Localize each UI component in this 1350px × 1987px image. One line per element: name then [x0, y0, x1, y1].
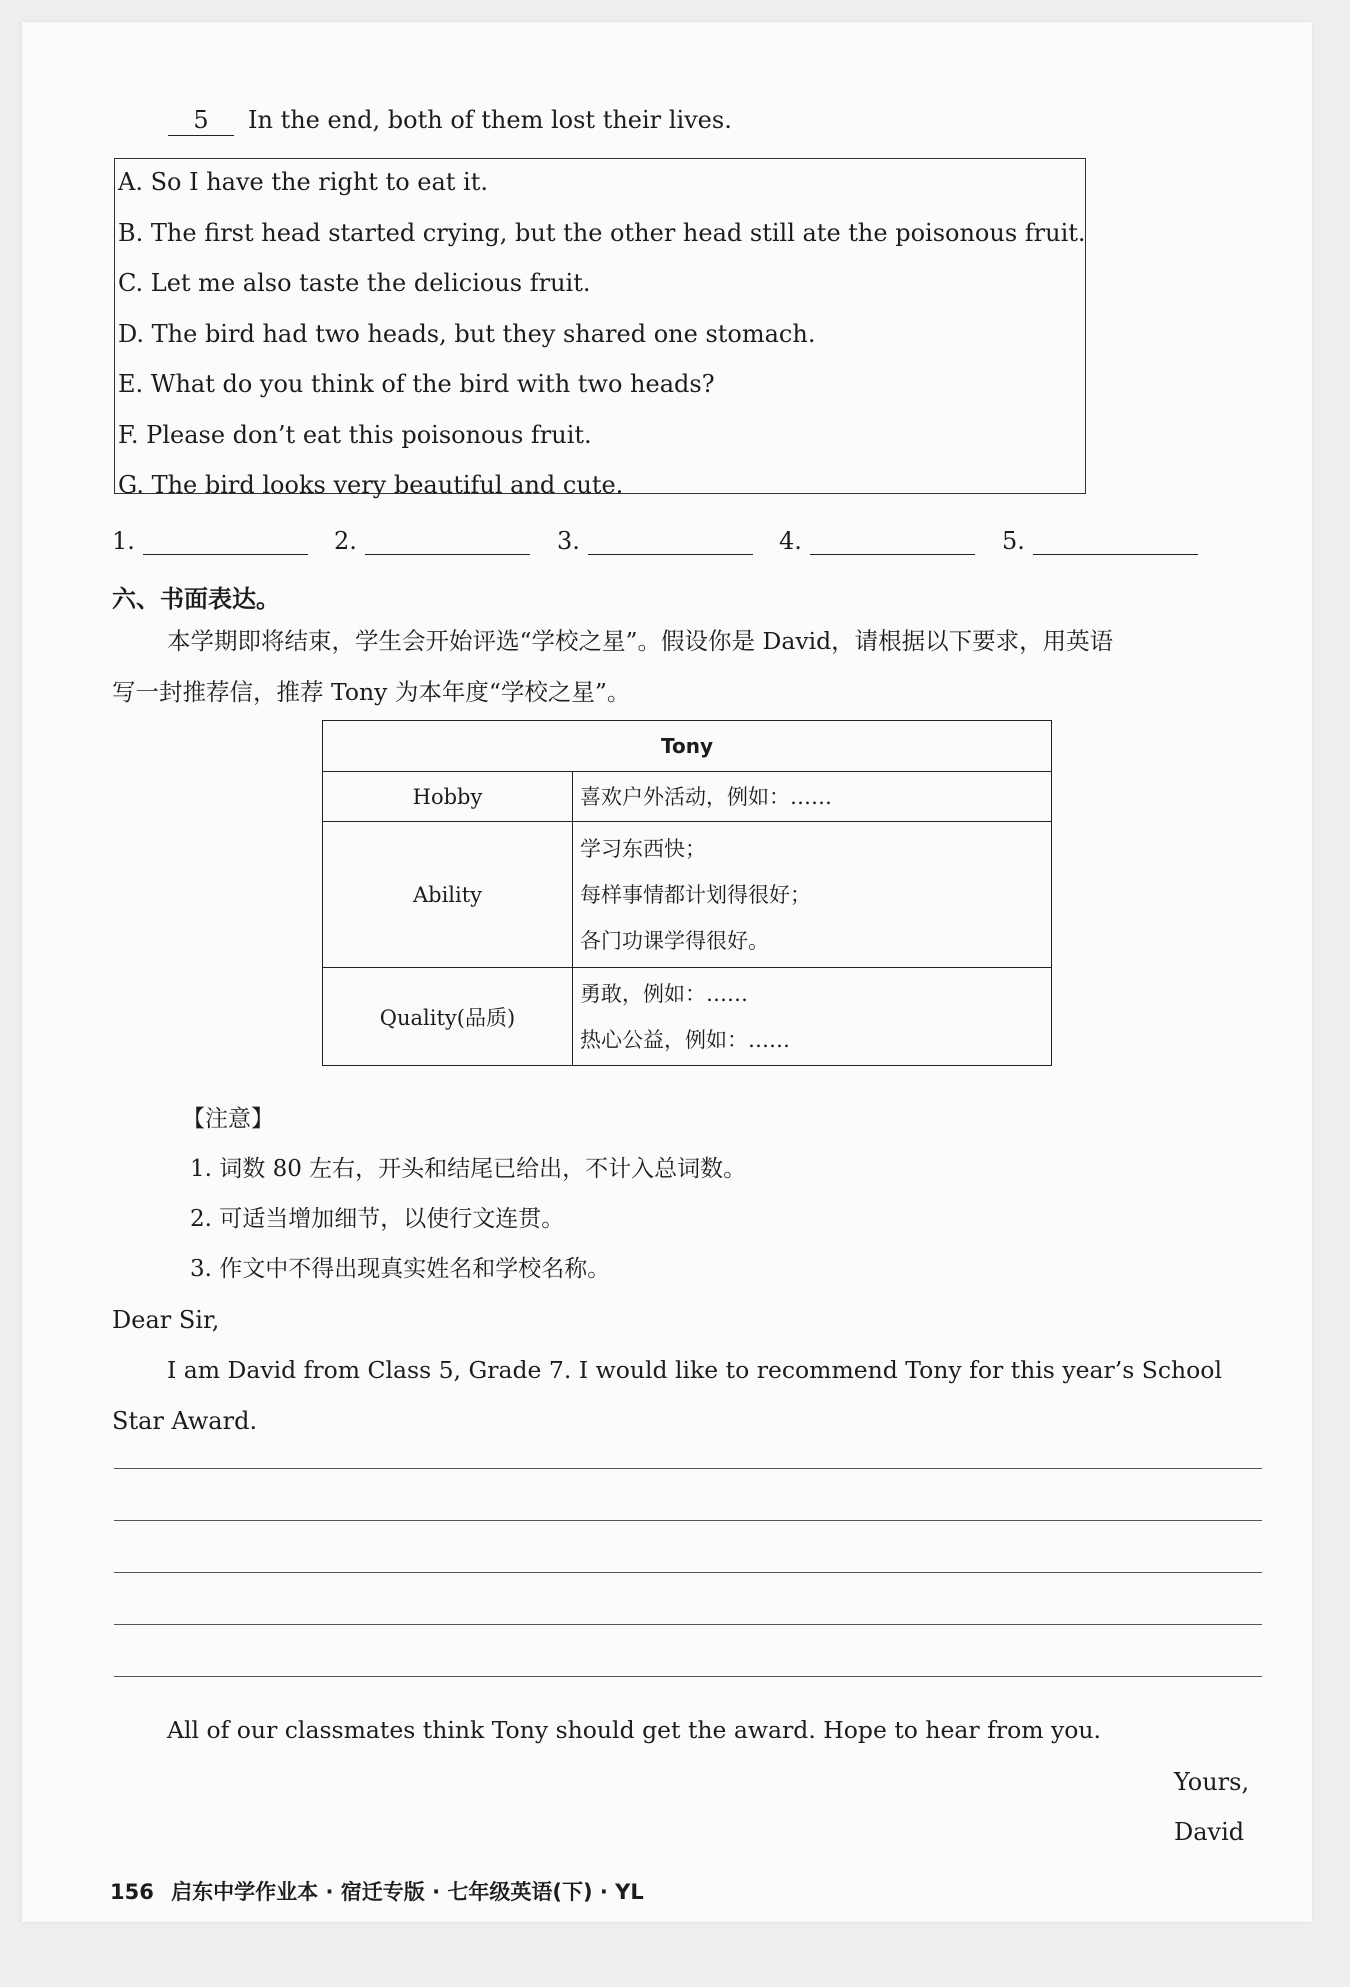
- answer-blank-3[interactable]: [557, 527, 753, 555]
- row-value-ability: [573, 822, 1052, 968]
- option-g: G. The bird looks very beautiful and cute.: [118, 471, 624, 499]
- ability-value-3: 各门功课学得很好。: [580, 928, 769, 953]
- item-5-answer: 5: [168, 106, 234, 136]
- writing-line-2[interactable]: [114, 1520, 1262, 1521]
- item-5: [168, 106, 732, 136]
- letter-signoff: Yours,: [1174, 1768, 1250, 1796]
- table-title: Tony: [323, 721, 1052, 772]
- tony-info-table: [322, 720, 1052, 1066]
- quality-value-1: 勇敢，例如：……: [580, 981, 748, 1006]
- answer-blank-2[interactable]: [334, 527, 530, 555]
- row-value-hobby: [573, 772, 1052, 822]
- item-5-text: In the end, both of them lost their lives.: [248, 106, 732, 134]
- prompt-line-2: 写一封推荐信，推荐 Tony 为本年度“学校之星”。: [112, 678, 631, 706]
- notes-heading: 【注意】: [182, 1106, 274, 1132]
- note-2: 2. 可适当增加细节，以使行文连贯。: [190, 1206, 565, 1232]
- writing-line-5[interactable]: [114, 1676, 1262, 1677]
- letter-opening-line-1: I am David from Class 5, Grade 7. I would like to recommend Tony for this year’s School: [167, 1356, 1222, 1384]
- row-key-quality: Quality(品质): [323, 968, 573, 1066]
- answer-label-4: 4.: [779, 527, 802, 555]
- option-a: A. So I have the right to eat it.: [118, 168, 489, 196]
- answer-blank-5[interactable]: [1002, 527, 1198, 555]
- note-1: 1. 词数 80 左右，开头和结尾已给出，不计入总词数。: [190, 1156, 747, 1182]
- option-e: E. What do you think of the bird with two heads?: [118, 370, 715, 398]
- option-d: D. The bird had two heads, but they shared one stomach.: [118, 320, 816, 348]
- ability-value-2: 每样事情都计划得很好；: [580, 882, 811, 907]
- note-3: 3. 作文中不得出现真实姓名和学校名称。: [190, 1256, 611, 1282]
- writing-line-4[interactable]: [114, 1624, 1262, 1625]
- letter-opening-line-2: Star Award.: [112, 1407, 258, 1435]
- option-f: F. Please don’t eat this poisonous fruit.: [118, 421, 592, 449]
- answer-label-1: 1.: [112, 527, 135, 555]
- page-number: 156: [110, 1880, 154, 1904]
- section-heading: 六、书面表达。: [112, 585, 280, 613]
- writing-line-3[interactable]: [114, 1572, 1262, 1573]
- ability-value-1: 学习东西快；: [580, 836, 706, 861]
- answer-blank-1[interactable]: [112, 527, 308, 555]
- answer-label-3: 3.: [557, 527, 580, 555]
- workbook-page: [22, 22, 1312, 1922]
- letter-signature: David: [1174, 1818, 1245, 1846]
- book-title: 启东中学作业本 · 宿迁专版 · 七年级英语(下) · YL: [171, 1880, 644, 1904]
- letter-closing: All of our classmates think Tony should get the award. Hope to hear from you.: [167, 1716, 1101, 1744]
- page-footer: [110, 1876, 644, 1906]
- answer-label-2: 2.: [334, 527, 357, 555]
- answer-blank-4[interactable]: [779, 527, 975, 555]
- row-key-ability: Ability: [323, 822, 573, 968]
- letter-salutation: Dear Sir,: [112, 1306, 220, 1334]
- row-value-quality: [573, 968, 1052, 1066]
- option-b: B. The first head started crying, but the other head still ate the poisonous fruit.: [118, 219, 1086, 247]
- answer-label-5: 5.: [1002, 527, 1025, 555]
- option-c: C. Let me also taste the delicious fruit.: [118, 269, 591, 297]
- quality-value-2: 热心公益，例如：……: [580, 1027, 790, 1052]
- hobby-value-1: 喜欢户外活动，例如：……: [580, 784, 832, 809]
- row-key-hobby: Hobby: [323, 772, 573, 822]
- writing-line-1[interactable]: [114, 1468, 1262, 1469]
- prompt-line-1: 本学期即将结束，学生会开始评选“学校之星”。假设你是 David，请根据以下要求，用英语: [167, 627, 1114, 655]
